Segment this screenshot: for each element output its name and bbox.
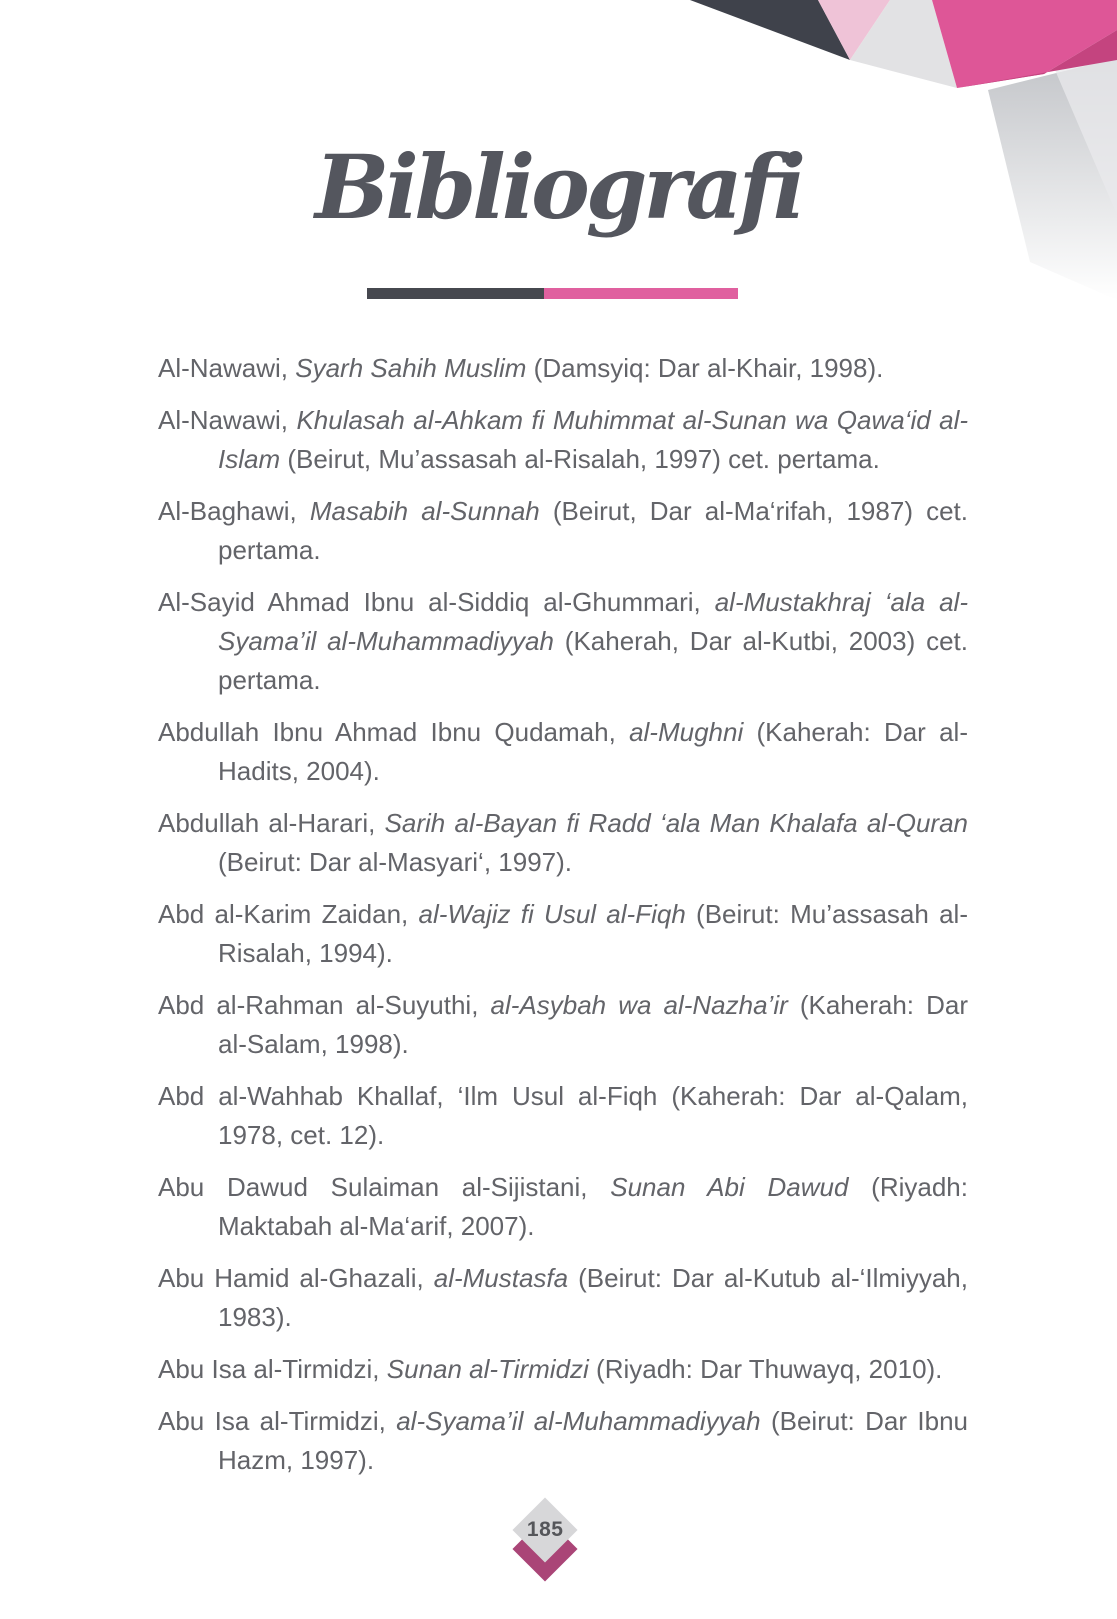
entry-text: (Kaherah, Dar al-Kutbi, 2003) cet. pertama. bbox=[218, 626, 968, 695]
bibliography-entry bbox=[158, 583, 968, 700]
bibliography-entry bbox=[158, 1402, 968, 1480]
entry-text: (Riyadh: Maktabah al-Ma‘arif, 2007). bbox=[218, 1172, 968, 1241]
bibliography-entry bbox=[158, 1259, 968, 1337]
bibliography-entry bbox=[158, 986, 968, 1064]
entry-text: (Riyadh: Dar Thuwayq, 2010). bbox=[588, 1354, 943, 1384]
entry-text: Abdullah Ibnu Ahmad Ibnu Qudamah, bbox=[158, 717, 630, 747]
entry-title-italic: al-Wajiz fi Usul al-Fiqh bbox=[418, 899, 686, 929]
bibliography-entry bbox=[158, 1350, 968, 1389]
underline-pink-segment bbox=[544, 288, 738, 299]
bibliography-entry bbox=[158, 492, 968, 570]
title-block bbox=[0, 128, 1117, 247]
entry-text: (Beirut: Dar Ibnu Hazm, 1997). bbox=[218, 1406, 968, 1475]
entry-text: Al-Sayid Ahmad Ibnu al-Siddiq al-Ghummari, bbox=[158, 587, 715, 617]
entry-text: Al-Nawawi, bbox=[158, 353, 296, 383]
entry-text: Abd al-Karim Zaidan, bbox=[158, 899, 419, 929]
bibliography-entry bbox=[158, 1077, 968, 1155]
entry-text: Abd al-Wahhab Khallaf, ‘Ilm Usul al-Fiqh (Kaherah: Dar al-Qalam, 1978, cet. 12). bbox=[158, 1081, 968, 1150]
entry-text: (Beirut: Mu’assasah al-Risalah, 1994). bbox=[218, 899, 968, 968]
bibliography-entry bbox=[158, 895, 968, 973]
underline-dark-segment bbox=[367, 288, 544, 299]
entry-text: Abu Dawud Sulaiman al-Sijistani, bbox=[158, 1172, 611, 1202]
entry-title-italic: al-Mughni bbox=[629, 717, 744, 747]
entry-text: Abu Hamid al-Ghazali, bbox=[158, 1263, 434, 1293]
entry-text: (Beirut: Dar al-Masyari‘, 1997). bbox=[218, 847, 572, 877]
entry-text: Abu Isa al-Tirmidzi, bbox=[158, 1406, 397, 1436]
entry-title-italic: Khulasah al-Ahkam fi Muhimmat al-Sunan wa Qawa‘id al-Islam bbox=[218, 405, 969, 474]
entry-text: Abd al-Rahman al-Suyuthi, bbox=[158, 990, 491, 1020]
entry-title-italic: al-Mustasfa bbox=[433, 1263, 569, 1293]
bibliography-entry bbox=[158, 1168, 968, 1246]
entry-text: (Kaherah: Dar al-Salam, 1998). bbox=[218, 990, 968, 1059]
entry-text: Al-Nawawi, bbox=[158, 405, 297, 435]
entry-text: (Beirut, Mu’assasah al-Risalah, 1997) cet. pertama. bbox=[280, 444, 880, 474]
bibliography-entry bbox=[158, 713, 968, 791]
page-number-marker bbox=[522, 1507, 568, 1593]
bibliography-entry bbox=[158, 349, 968, 388]
entry-text: (Beirut: Dar al-Kutub al-‘Ilmiyyah, 1983). bbox=[218, 1263, 968, 1332]
entry-text: (Damsyiq: Dar al-Khair, 1998). bbox=[526, 353, 884, 383]
entry-title-italic: al-Mustakhraj ‘ala al-Syama’il al-Muhammadiyyah bbox=[218, 587, 968, 656]
entry-title-italic: Masabih al-Sunnah bbox=[309, 496, 540, 526]
entry-title-italic: Syarh Sahih Muslim bbox=[295, 353, 527, 383]
entry-title-italic: Sarih al-Bayan fi Radd ‘ala Man Khalafa al-Quran bbox=[384, 808, 968, 838]
page-title: Bibliografi bbox=[314, 135, 803, 239]
entry-title-italic: al-Asybah wa al-Nazha’ir bbox=[490, 990, 788, 1020]
bibliography-entry bbox=[158, 401, 968, 479]
entry-title-italic: al-Syama’il al-Muhammadiyyah bbox=[396, 1406, 761, 1436]
entry-text: (Kaherah: Dar al-Hadits, 2004). bbox=[218, 717, 968, 786]
bibliography-list bbox=[158, 349, 968, 1493]
entry-text: (Beirut, Dar al-Ma‘rifah, 1987) cet. pertama. bbox=[218, 496, 968, 565]
entry-title-italic: Sunan al-Tirmidzi bbox=[386, 1354, 589, 1384]
entry-text: Al-Baghawi, bbox=[158, 496, 310, 526]
bibliography-entry bbox=[158, 804, 968, 882]
page-number: 185 bbox=[526, 1517, 564, 1541]
entry-text: Abdullah al-Harari, bbox=[158, 808, 385, 838]
entry-title-italic: Sunan Abi Dawud bbox=[610, 1172, 849, 1202]
title-underline bbox=[367, 288, 738, 299]
entry-text: Abu Isa al-Tirmidzi, bbox=[158, 1354, 387, 1384]
